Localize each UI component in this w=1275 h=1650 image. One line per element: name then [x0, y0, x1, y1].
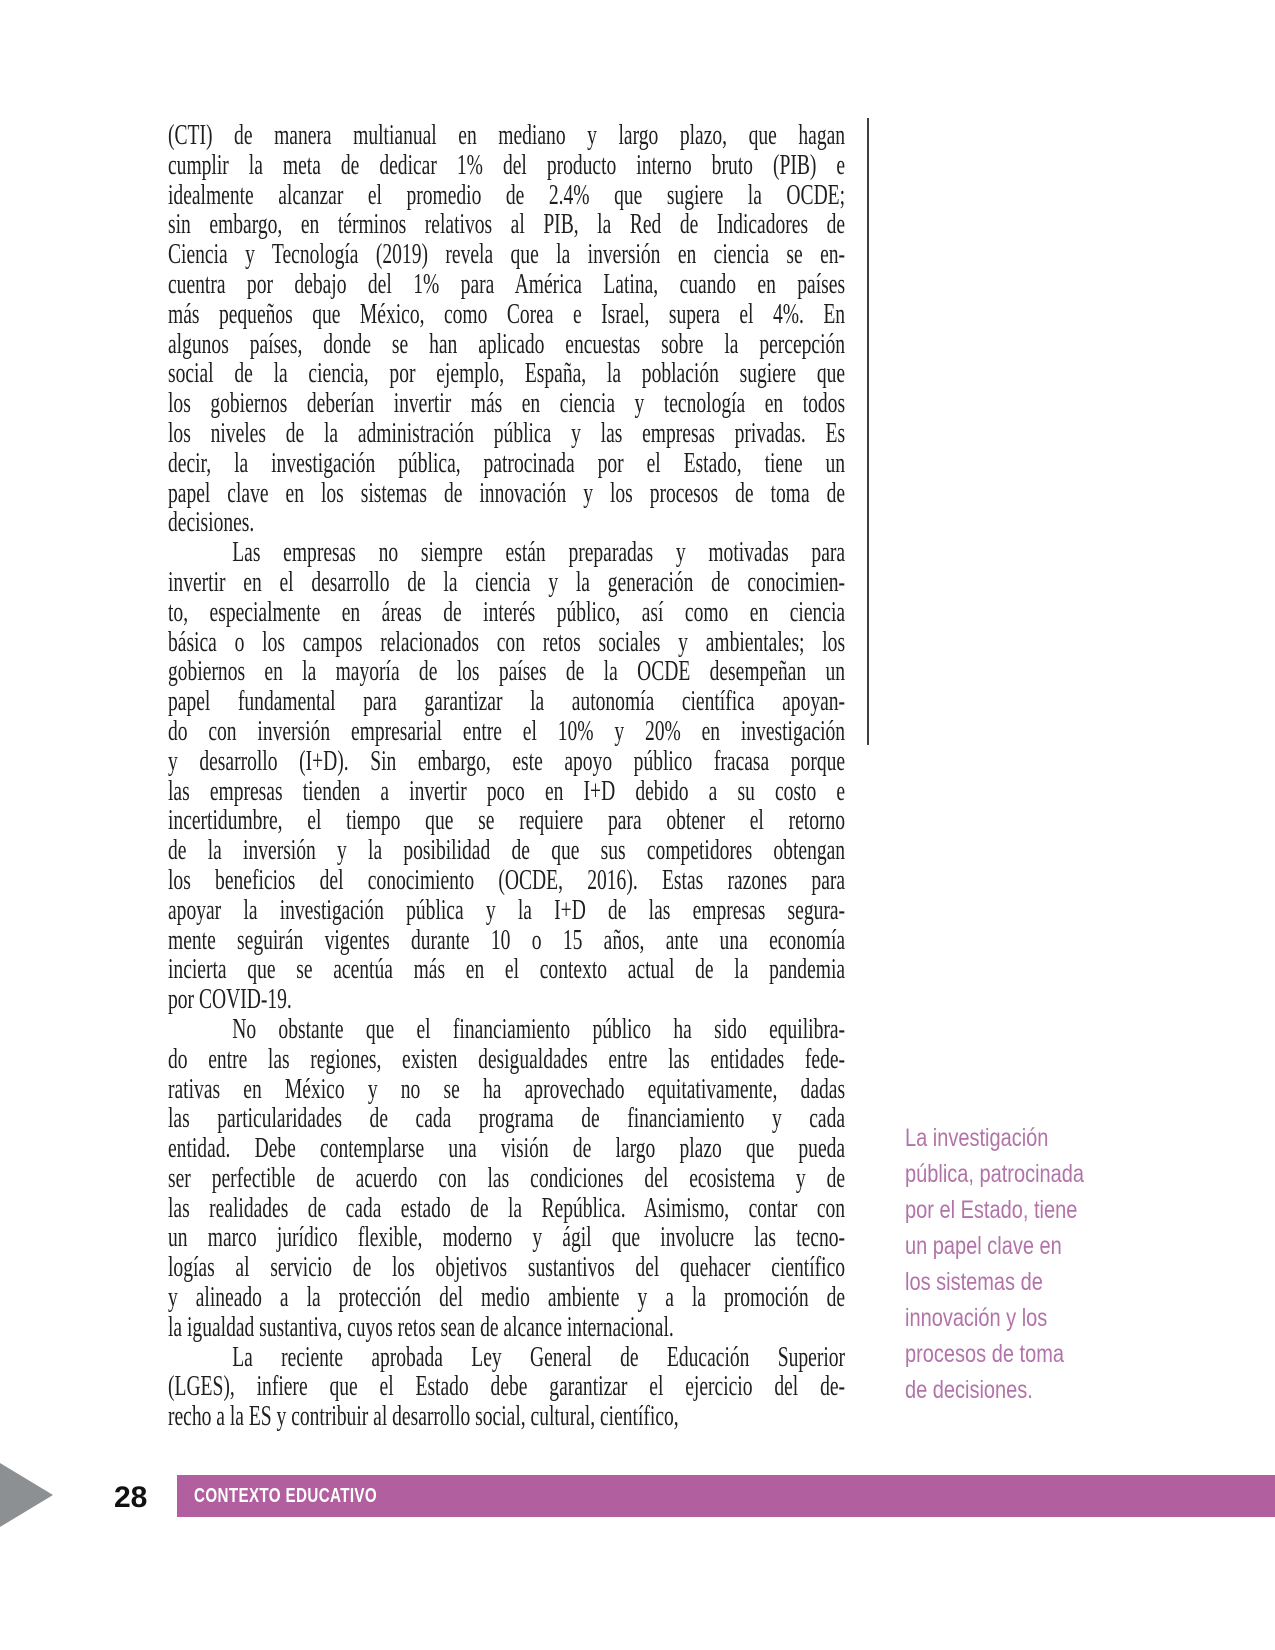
text-line: apoyar la investigación pública y la I+D de las empresas segura-: [168, 894, 846, 926]
text-line: rativas en México y no se ha aprovechado equitativamente, dadas: [168, 1073, 846, 1105]
page-number: 28: [114, 1481, 148, 1514]
text-line: sin embargo, en términos relativos al PIB, la Red de Indicadores de: [168, 209, 846, 241]
text-line: y desarrollo (I+D). Sin embargo, este apoyo público fracasa porque: [168, 745, 846, 777]
text-line: incertidumbre, el tiempo que se requiere para obtener el retorno: [168, 805, 846, 837]
text-line: (LGES), infiere que el Estado debe garantizar el ejercicio del de-: [168, 1371, 846, 1403]
text-line: papel fundamental para garantizar la autonomía científica apoyan-: [168, 686, 846, 718]
text-line: gobiernos en la mayoría de los países de la OCDE desempeñan un: [168, 656, 846, 688]
text-line: básica o los campos relacionados con retos sociales y ambientales; los: [168, 626, 846, 658]
pull-quote-line: de decisiones.: [905, 1376, 1033, 1404]
text-line: los niveles de la administración pública y las empresas privadas. Es: [168, 417, 846, 449]
text-line: No obstante que el financiamiento público ha sido equilibra-: [232, 1013, 846, 1045]
text-line: las particularidades de cada programa de financiamiento y cada: [168, 1103, 846, 1135]
text-line: cuentra por debajo del 1% para América Latina, cuando en países: [168, 268, 846, 300]
text-line: más pequeños que México, como Corea e Israel, supera el 4%. En: [168, 298, 846, 330]
text-line: cumplir la meta de dedicar 1% del producto interno bruto (PIB) e: [168, 149, 846, 181]
pull-quote-line: innovación y los: [905, 1304, 1048, 1332]
text-line: ser perfectible de acuerdo con las condiciones del ecosistema y de: [168, 1162, 846, 1194]
text-line: incierta que se acentúa más en el contexto actual de la pandemia: [168, 954, 846, 986]
text-line: do entre las regiones, existen desigualdades entre las entidades fede-: [168, 1043, 846, 1075]
text-line: Ciencia y Tecnología (2019) revela que la inversión en ciencia se en-: [168, 239, 846, 271]
text-line: decir, la investigación pública, patrocinada por el Estado, tiene un: [168, 447, 846, 479]
text-line: algunos países, donde se han aplicado encuestas sobre la percepción: [168, 328, 846, 360]
body-text-column: [168, 121, 845, 1432]
pull-quote-line: los sistemas de: [905, 1268, 1043, 1296]
text-line: los beneficios del conocimiento (OCDE, 2016). Estas razones para: [168, 864, 846, 896]
text-line: entidad. Debe contemplarse una visión de largo plazo que pueda: [168, 1133, 846, 1165]
text-line: papel clave en los sistemas de innovación y los procesos de toma de: [168, 477, 846, 509]
pull-quote-line: procesos de toma: [905, 1340, 1064, 1368]
text-line: do con inversión empresarial entre el 10% y 20% en investigación: [168, 715, 846, 747]
text-line: idealmente alcanzar el promedio de 2.4% que sugiere la OCDE;: [168, 179, 846, 211]
text-line: de la inversión y la posibilidad de que sus competidores obtengan: [168, 835, 846, 867]
text-line: las empresas tienden a invertir poco en I+D debido a su costo e: [168, 775, 846, 807]
text-line: decisiones.: [168, 507, 255, 539]
pull-quote: [905, 1120, 1153, 1408]
text-line: to, especialmente en áreas de interés público, así como en ciencia: [168, 596, 846, 628]
pull-quote-line: La investigación: [905, 1124, 1049, 1152]
pull-quote-line: por el Estado, tiene: [905, 1196, 1078, 1224]
text-line: invertir en el desarrollo de la ciencia y la generación de conocimien-: [168, 566, 846, 598]
text-line: por COVID-19.: [168, 984, 292, 1016]
column-divider-rule: [867, 118, 869, 745]
text-line: las realidades de cada estado de la República. Asimismo, contar con: [168, 1192, 846, 1224]
text-line: La reciente aprobada Ley General de Educación Superior: [232, 1341, 846, 1373]
pull-quote-line: un papel clave en: [905, 1232, 1062, 1260]
footer-section-label: CONTEXTO EDUCATIVO: [194, 1484, 378, 1507]
text-line: los gobiernos deberían invertir más en ciencia y tecnología en todos: [168, 388, 846, 420]
text-line: recho a la ES y contribuir al desarrollo social, cultural, científico,: [168, 1401, 679, 1433]
text-line: mente seguirán vigentes durante 10 o 15 años, ante una economía: [168, 924, 846, 956]
text-line: un marco jurídico flexible, moderno y ágil que involucre las tecno-: [168, 1222, 846, 1254]
arrow-triangle-icon: [0, 1463, 53, 1527]
text-line: logías al servicio de los objetivos sustantivos del quehacer científico: [168, 1252, 846, 1284]
footer-banner: [177, 1475, 1275, 1517]
text-line: (CTI) de manera multianual en mediano y largo plazo, que hagan: [168, 120, 846, 151]
text-line: social de la ciencia, por ejemplo, España, la población sugiere que: [168, 358, 846, 390]
text-line: la igualdad sustantiva, cuyos retos sean de alcance internacional.: [168, 1311, 674, 1343]
pull-quote-line: pública, patrocinada: [905, 1160, 1085, 1188]
text-line: y alineado a la protección del medio ambiente y a la promoción de: [168, 1282, 846, 1314]
text-line: Las empresas no siempre están preparadas y motivadas para: [232, 537, 846, 569]
